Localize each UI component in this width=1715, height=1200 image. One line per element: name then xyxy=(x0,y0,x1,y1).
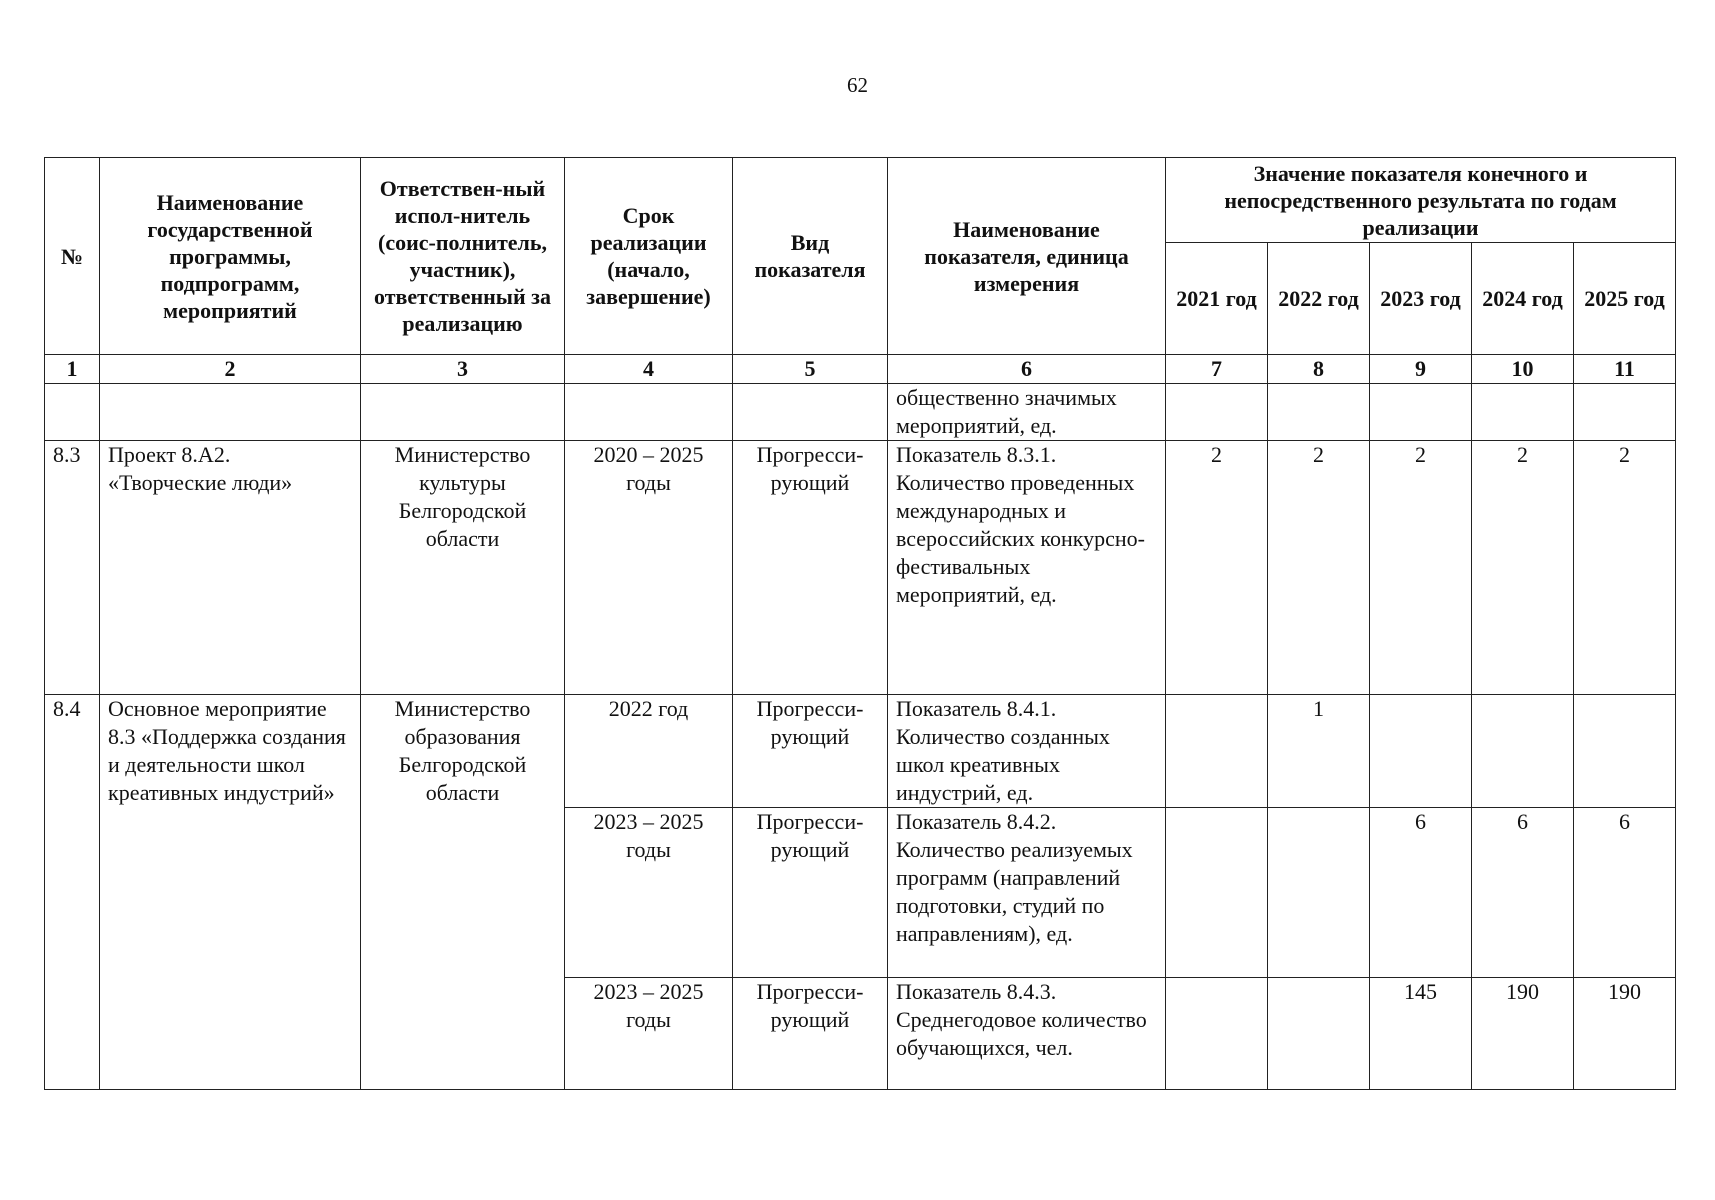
value-2022 xyxy=(1268,978,1370,1090)
type-cell: Прогресси-рующий xyxy=(733,441,888,695)
period-cell: 2022 год xyxy=(565,695,733,808)
value-2024: 6 xyxy=(1472,808,1574,978)
header-year-2022: 2022 год xyxy=(1268,243,1370,355)
program-cell: Основное мероприятие 8.3 «Поддержка создания и деятельности школ креативных индустрий» xyxy=(100,695,361,1090)
header-values-group: Значение показателя конечного и непосредственного результата по годам реализации xyxy=(1166,158,1676,243)
column-number: 7 xyxy=(1166,355,1268,384)
indicators-table xyxy=(44,157,1676,1090)
program-cell: Проект 8.А2. «Творческие люди» xyxy=(100,441,361,695)
row-number: 8.3 xyxy=(45,441,100,695)
indicator-cell: Показатель 8.3.1. Количество проведенных международных и всероссийских конкурсно-фестивальных мероприятий, ед. xyxy=(888,441,1166,695)
value-2022: 1 xyxy=(1268,695,1370,808)
column-number: 9 xyxy=(1370,355,1472,384)
value-2024: 190 xyxy=(1472,978,1574,1090)
header-indicator: Наименование показателя, единица измерения xyxy=(888,158,1166,355)
value-2023 xyxy=(1370,695,1472,808)
value-2021: 2 xyxy=(1166,441,1268,695)
indicator-cell: Показатель 8.4.2. Количество реализуемых программ (направлений подготовки, студий по направлениям), ед. xyxy=(888,808,1166,978)
header-year-2021: 2021 год xyxy=(1166,243,1268,355)
value-2024: 2 xyxy=(1472,441,1574,695)
header-period: Срок реализации (начало, завершение) xyxy=(565,158,733,355)
executor-cell: Министерство культуры Белгородской области xyxy=(361,441,565,695)
value-2021 xyxy=(1166,695,1268,808)
value-2025 xyxy=(1574,695,1676,808)
header-year-2024: 2024 год xyxy=(1472,243,1574,355)
indicator-cell: общественно значимых мероприятий, ед. xyxy=(888,384,1166,441)
value-2022: 2 xyxy=(1268,441,1370,695)
header-year-2023: 2023 год xyxy=(1370,243,1472,355)
table-row-8-4-1 xyxy=(45,695,1676,808)
value-2021 xyxy=(1166,808,1268,978)
column-number: 5 xyxy=(733,355,888,384)
column-number: 11 xyxy=(1574,355,1676,384)
value-2021 xyxy=(1166,978,1268,1090)
period-cell: 2020 – 2025 годы xyxy=(565,441,733,695)
column-number-row xyxy=(45,355,1676,384)
page-number: 62 xyxy=(847,73,868,97)
header-program: Наименование государственной программы, подпрограмм, мероприятий xyxy=(100,158,361,355)
indicator-cell: Показатель 8.4.3. Среднегодовое количество обучающихся, чел. xyxy=(888,978,1166,1090)
header-year-2025: 2025 год xyxy=(1574,243,1676,355)
value-2022 xyxy=(1268,808,1370,978)
value-2023: 6 xyxy=(1370,808,1472,978)
value-2023: 145 xyxy=(1370,978,1472,1090)
executor-cell: Министерство образования Белгородской области xyxy=(361,695,565,1090)
type-cell: Прогресси-рующий xyxy=(733,978,888,1090)
value-2025: 2 xyxy=(1574,441,1676,695)
column-number: 2 xyxy=(100,355,361,384)
header-executor: Ответствен-ный испол-нитель (соис-полнитель, участник), ответственный за реализацию xyxy=(361,158,565,355)
value-2025: 6 xyxy=(1574,808,1676,978)
type-cell: Прогресси-рующий xyxy=(733,808,888,978)
header-num: № xyxy=(45,158,100,355)
column-number: 8 xyxy=(1268,355,1370,384)
value-2024 xyxy=(1472,695,1574,808)
table-row-8-3 xyxy=(45,441,1676,695)
period-cell: 2023 – 2025 годы xyxy=(565,808,733,978)
header-type: Вид показателя xyxy=(733,158,888,355)
indicator-cell: Показатель 8.4.1. Количество созданных школ креативных индустрий, ед. xyxy=(888,695,1166,808)
column-number: 3 xyxy=(361,355,565,384)
column-number: 6 xyxy=(888,355,1166,384)
column-number: 10 xyxy=(1472,355,1574,384)
period-cell: 2023 – 2025 годы xyxy=(565,978,733,1090)
value-2023: 2 xyxy=(1370,441,1472,695)
table-row-continuation xyxy=(45,384,1676,441)
column-number: 4 xyxy=(565,355,733,384)
value-2025: 190 xyxy=(1574,978,1676,1090)
type-cell: Прогресси-рующий xyxy=(733,695,888,808)
column-number: 1 xyxy=(45,355,100,384)
row-number: 8.4 xyxy=(45,695,100,1090)
